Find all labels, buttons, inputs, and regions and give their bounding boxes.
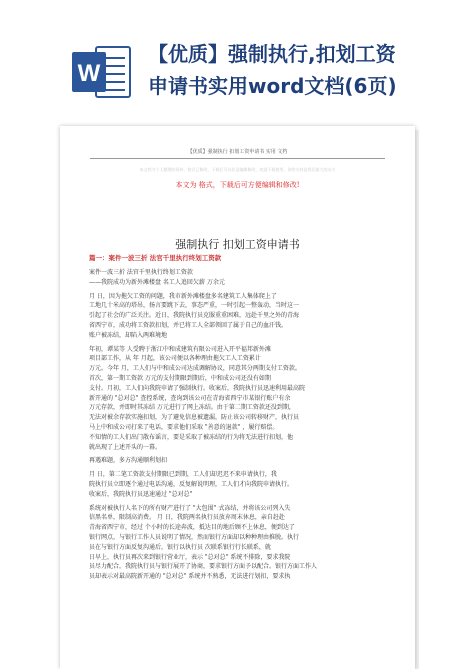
body-line: 再遇难题，多方沟通顺利划扣 xyxy=(89,457,168,465)
body-line: 马上中和成公司打来了电话，要求他们采取 "善意的退款" ，履行赔偿。 xyxy=(89,423,279,431)
body-line: 日早上，执行员再次来到银行营业厅，表示 "总对总" 系统不排除，要求我院 xyxy=(89,553,291,561)
body-line: 引起了社会的广泛关注。近日，我院执行员克服重重困难，远赴千里之外的青海 xyxy=(89,312,300,320)
body-line: 员却表示对最高院新开通的 "总对总" 系统并不熟悉，无法进行划扣，要求执 xyxy=(89,573,291,581)
faint-notice: 本文档为个人整理的资料，格式已修改，下载后可以任意编辑修改，欢迎下载使用，你的支持是我们最大的动力 xyxy=(139,167,336,172)
body-line: 账户被冻结，却陷入两难境地 xyxy=(89,331,168,339)
body-line: 项目部工作，从 年 月起，该公司便以各种理由拖欠工人工资累计 xyxy=(89,355,261,363)
body-line: 首次，第一期工资款 万元的支付期限到期后，中和成公司还没有如期 xyxy=(89,374,271,382)
header-rule xyxy=(90,158,385,159)
body-line: 省西宁市，成功将工资款扣划，并已将工人全部领回了属于自己的血汗钱。 xyxy=(89,321,288,329)
body-line: 万元存款，并即时其冻结 万元进行了网上冻结。由于第二期工资款还没到期， xyxy=(89,404,295,412)
document-title: 强制执行 扣划工资申请书 xyxy=(175,238,300,251)
document-page xyxy=(60,126,415,669)
page-header: 【优质】强制执行 扣划工资申请书 实用 文档 xyxy=(187,149,288,155)
banner xyxy=(0,0,474,120)
body-line: 不知情的工人们出门散布谣言，要是采取了被冻结的行为将无法进行扣划，他 xyxy=(89,433,294,441)
body-line: 信黑名单，限制高消费。 月 日，我院两名执行员放弃周末休息，亲自赶赴 xyxy=(89,514,285,522)
body-line: 就出现了上述开头的一幕。 xyxy=(89,443,162,451)
svg-text:W: W xyxy=(77,60,101,87)
body-line: 系统对被执行人名下的所有财产进行了 "大包围" 式冻结，并将该公司列入失 xyxy=(89,504,291,512)
body-line: ——我院成功为新外滩楼盘 名工人追回欠薪 万余元 xyxy=(89,278,225,286)
banner-title-line-1: 【优质】强制执行,扣划工资 xyxy=(148,42,396,66)
banner-title-line-2: 申请书实用word文档(6页) xyxy=(148,74,397,98)
body-line: 年初，谭某等 人受聘于浙江中和成建筑有限公司进入开平福邦新外滩 xyxy=(89,345,271,353)
section-heading: 篇一：案件一波三折 法官千里执行终划工资款 xyxy=(89,254,222,262)
body-line: 收案后，我院执行员迅速通过 "总对总" xyxy=(89,490,193,498)
body-line: 万元。今年 月，工人们与中和成公司达成调解协议，同意其分两期支付工资款。 xyxy=(89,365,301,373)
word-doc-icon xyxy=(70,44,132,100)
banner-title xyxy=(148,38,463,102)
body-line: 银行网点，与银行工作人员说明了情况，然而银行方面却以种种理由推脱。执行 xyxy=(89,533,300,541)
body-line: 员尽力配合，我院执行员与银行展开了协商，要求银行方面予以配合。银行方面工作人 xyxy=(89,563,318,571)
document-body xyxy=(89,268,387,582)
body-line: 月 日，因为拖欠工资的问题，我市新外滩楼盘多名建筑工人集体爬上了 xyxy=(89,292,277,300)
body-line: 月 日，第二笔工资款支付期限已到期，工人们却迟迟不来申请执行，我 xyxy=(89,471,277,479)
red-note: 本文为 格式，下载后可方便编辑和修改! xyxy=(175,181,300,189)
body-line: 新开通的 "总对总" 查控系统，查询到该公司在青海省西宁市某银行账户有余 xyxy=(89,394,291,402)
body-line: 院执行员立即逐个通过电话沟通，反复解说明理，工人们才向我院申请执行。 xyxy=(89,480,294,488)
body-line: 工地几十米高的塔吊，扬言要跳下去，事态严重，一时引起一整轰动，当时这一 xyxy=(89,302,300,310)
body-line: 支付。月初，工人们向我院申请了强制执行。收案后，我院执行员迅速利用最高院 xyxy=(89,384,306,392)
body-line: 无法对被余存款实施扣划，为了避免信息被遗漏，防止该公司转移财产，执行员 xyxy=(89,414,300,422)
body-line: 员在与银行方面反复沟通后，银行以执行员 次联系银行行长联系，就 xyxy=(89,543,271,551)
body-line: 案件一波三折 法官千里执行终划工资款 xyxy=(89,269,193,276)
body-line: 青海省西宁市，经过 个小时的长途奔波，抵达目的地后顾不上休息，便到达了 xyxy=(89,524,295,532)
